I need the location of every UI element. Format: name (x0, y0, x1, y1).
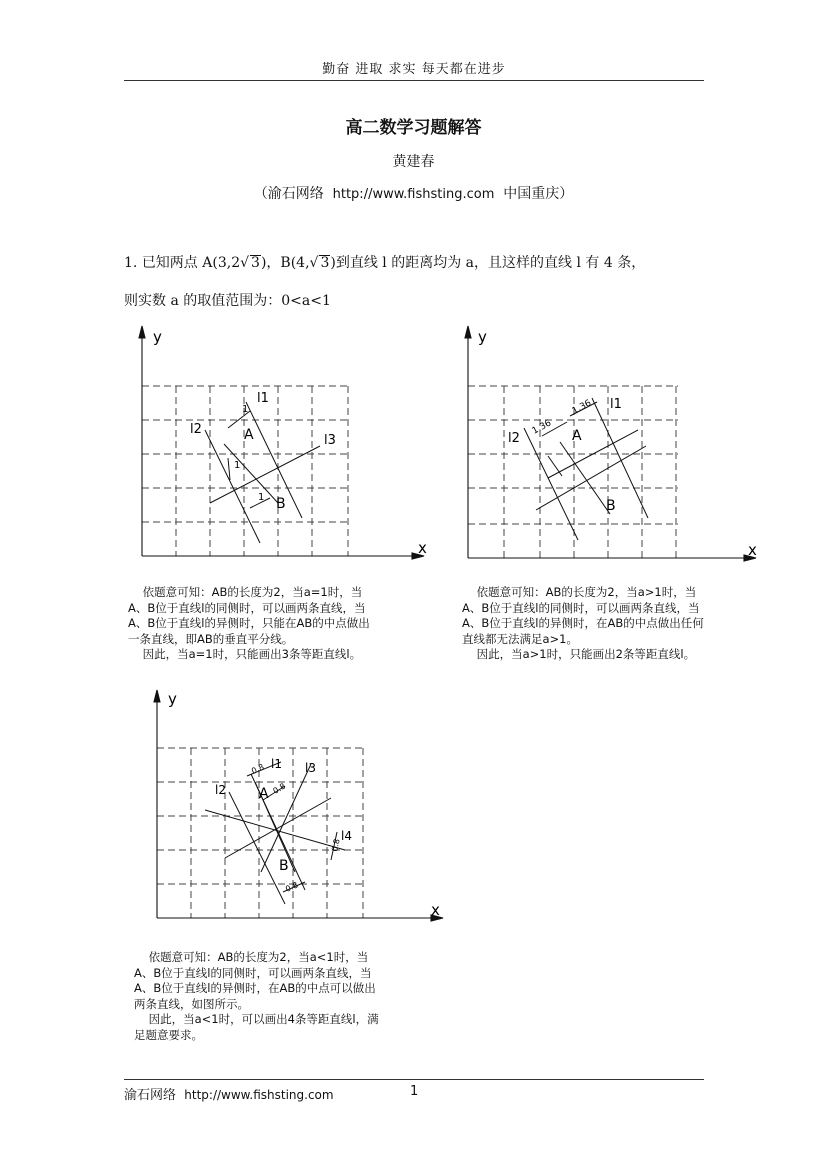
figure-3-point-A: A (259, 786, 269, 802)
footer-source (124, 1084, 334, 1103)
figure-1-caption: 依题意可知：AB的长度为2，当a=1时，当 A、B位于直线l的同侧时，可以画两条直线，当 A、B位于直线l的异侧时，只能在AB的中点做出 一条直线，即AB的垂直平分线。 因此，当a=1时，只能画出3条等距直线l。 (128, 585, 370, 661)
figure-3-point-B: B (279, 858, 289, 874)
figure-1-l1-label: l1 (257, 391, 269, 406)
source-region: 中国重庆 (503, 186, 560, 202)
footer-rule (124, 1079, 704, 1080)
line-l2 (229, 792, 285, 904)
figure-1-point-B: B (276, 496, 286, 512)
figure-3-dim-label-3: 0.8 (330, 838, 342, 853)
question-text-c: )到直线 l 的距离均为 a，且这样的直线 l 有 4 条， (330, 255, 646, 271)
figure-3-l4-label: l4 (341, 829, 352, 843)
line-l2 (524, 428, 578, 540)
segment-AB (560, 442, 610, 514)
figure-1-dim-label-3: 1 (258, 492, 265, 503)
figure-3-grid (157, 748, 365, 918)
source-line (0, 183, 827, 203)
figure-2-y-label: y (478, 328, 487, 346)
source-url[interactable]: http://www.fishsting.com (332, 187, 495, 202)
header-rule (124, 80, 704, 81)
line-l2 (205, 430, 260, 543)
figure-1-diagram (120, 318, 440, 568)
figure-2-dim-label-1: 1.36 (530, 418, 554, 437)
line-l3 (261, 764, 311, 872)
page-number: 1 (410, 1084, 419, 1099)
source-open: （ (253, 186, 268, 202)
source-name: 渝石网络 (267, 186, 324, 202)
sqrt-radicand-b: 3 (320, 255, 330, 271)
header-motto: 勤奋 进取 求实 每天都在进步 (322, 62, 506, 77)
figure-3-lines (205, 762, 345, 904)
figure-1-dim-label-2: 1 (234, 460, 241, 471)
question-text-a: 已知两点 A(3,2 (141, 255, 241, 271)
figure-3-l1-label: l1 (271, 757, 282, 771)
figure-2-point-B: B (606, 498, 616, 514)
figure-3-y-label: y (168, 690, 177, 708)
figure-3-l3-label: l3 (305, 761, 316, 775)
figure-3-l2-label: l2 (215, 783, 226, 797)
figure-1-point-A: A (244, 427, 254, 443)
figure-2-point-A: A (572, 428, 582, 444)
figure-3-diagram (135, 682, 455, 932)
figure-3-dim-label-4: 0.8 (284, 880, 300, 894)
question-line-1 (124, 252, 645, 272)
page-title: 高二数学习题解答 (345, 118, 482, 138)
line-extra (225, 798, 331, 858)
footer-name: 渝石网络 (124, 1088, 177, 1103)
figure-1-y-label: y (153, 328, 162, 346)
figure-1-l2-label: l2 (190, 422, 202, 437)
figure-3-x-label: x (431, 901, 440, 919)
figure-2-lines (524, 398, 648, 540)
question-text-b: )，B(4, (260, 255, 310, 271)
figure-2-dim-label-2: 1.36 (570, 398, 594, 417)
figure-1-x-label: x (418, 539, 427, 557)
author: 黄建春 (392, 154, 435, 170)
figure-2-l2-label: l2 (508, 431, 520, 446)
figure-2-diagram (452, 318, 772, 568)
figure-2-x-label: x (748, 541, 757, 559)
footer-url[interactable]: http://www.fishsting.com (184, 1088, 334, 1102)
dim-mid (548, 456, 562, 476)
figure-2-caption: 依题意可知：AB的长度为2，当a>1时，当 A、B位于直线l的同侧时，可以画两条直线，当 A、B位于直线l的异侧时，在AB的中点做出任何 直线都无法满足a>1。 因此，当a>1时，只能画出2条等距直线l。 (462, 585, 704, 661)
question-number: 1. (124, 255, 138, 271)
sqrt-radicand-a: 3 (251, 255, 260, 271)
figure-1-dim-label-1: 1 (242, 404, 249, 415)
figure-2-l1-label: l1 (610, 397, 622, 412)
figure-3-dim-label-1: 0.8 (250, 762, 266, 776)
figure-1-axes (139, 326, 424, 559)
dim-1-left (228, 458, 230, 480)
figure-1-l3-label: l3 (324, 433, 336, 448)
source-close: ） (559, 186, 574, 202)
segment-AB (224, 444, 278, 503)
figure-3-axes (154, 690, 443, 921)
question-line-2: 则实数 a 的取值范围为：0<a<1 (124, 293, 331, 309)
figure-3-caption: 依题意可知：AB的长度为2，当a<1时，当 A、B位于直线l的同侧时，可以画两条直线，当 A、B位于直线l的异侧时，在AB的中点可以做出 两条直线，如图所示。 因此，当a<1时，可以画出4条等距直线l，满 足题意要求。 (134, 950, 379, 1042)
sqrt-icon: √ (309, 255, 319, 271)
sqrt-icon: √ (240, 255, 250, 271)
figure-3-dim-label-2: 0.8 (271, 781, 288, 796)
